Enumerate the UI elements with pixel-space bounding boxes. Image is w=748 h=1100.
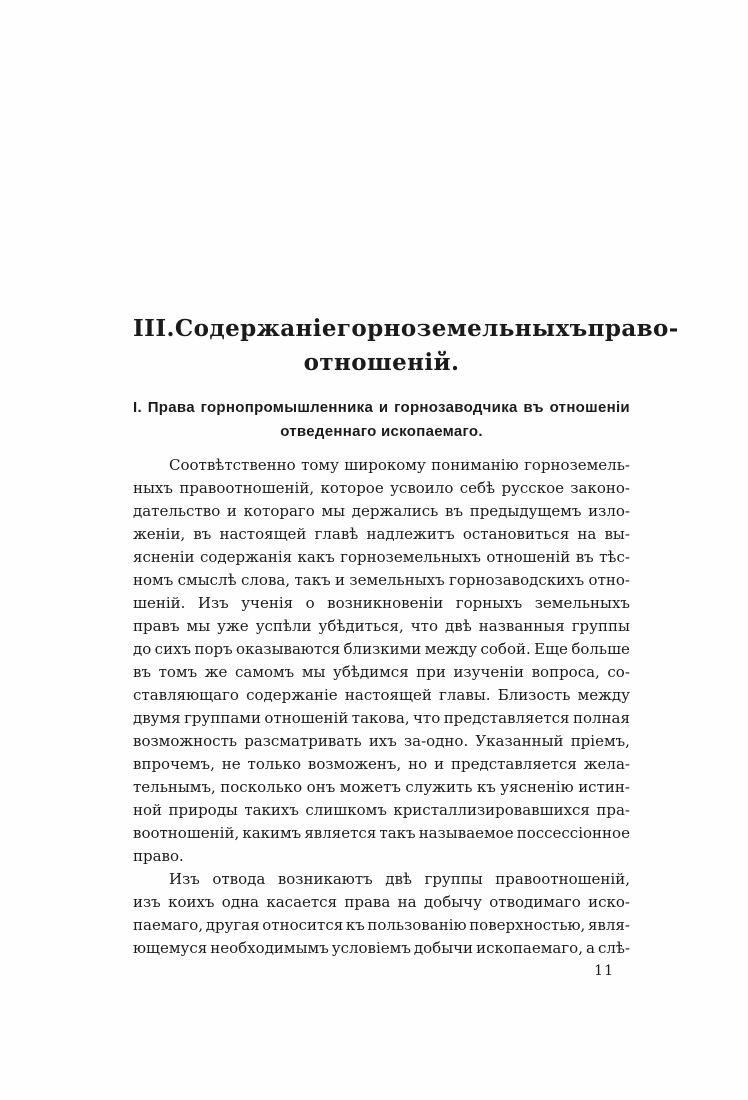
text-line: двумя группами отношеній такова, что представляется полная [133,709,630,727]
text-line: ющемуся необходимымъ условіемъ добычи ископаемаго, а слѣ- [133,939,630,957]
text-line: право. [133,847,184,865]
text-line: женіи, въ настоящей главѣ надлежитъ остановиться на вы- [133,525,630,543]
text-line: ясненіи содержанія какъ горноземельныхъ отношеній въ тѣс- [133,548,630,566]
text-line: ной природы такихъ слишкомъ кристаллизировавшихся пра- [133,801,630,819]
text-line: ставляющаго содержаніе настоящей главы. Близость между [133,686,630,704]
text-line: шеній. Изъ ученія о возникновеніи горныхъ земельныхъ [133,594,630,612]
text-line: дательство и котораго мы держались въ предыдущемъ изло- [133,502,630,520]
text-line: впрочемъ, не только возможенъ, но и представляется жела- [133,755,630,773]
text-line: правъ мы уже успѣли убѣдиться, что двѣ названныя группы [133,617,630,635]
chapter-heading-line2: отношеній. [303,349,460,376]
page-content [133,312,679,979]
text-line: ныхъ правоотношеній, которое усвоило себѣ русское законо- [133,479,630,497]
text-line: паемаго, другая относится къ пользованію поверхностью, явля- [133,916,630,934]
text-line: воотношеній, какимъ является такъ называемое поссессіонное [133,824,630,842]
body-text [133,454,630,960]
chapter-heading [133,312,679,380]
section-heading-line2: отведеннаго ископаемаго. [280,423,483,440]
text-line: Соотвѣтственно тому широкому пониманію горноземель- [169,456,630,474]
text-line: Изъ отвода возникаютъ двѣ группы правоотношеній, [169,870,630,888]
page-number: 11 [594,963,614,979]
section-heading-line1: I. Права горнопромышленника и горнозаводчика въ отношеніи [133,399,630,416]
text-line: въ томъ же самомъ мы убѣдимся при изученіи вопроса, со- [133,663,630,681]
text-line: тельнымъ, посколько онъ можетъ служить къ уясненію истин- [133,778,630,796]
text-line: изъ коихъ одна касается права на добычу отводимаго иско- [133,893,630,911]
section-heading [133,396,630,444]
text-line: номъ смыслѣ слова, такъ и земельныхъ горнозаводскихъ отно- [133,571,630,589]
text-line: до сихъ поръ оказываются близкими между собой. Еще больше [133,640,630,658]
chapter-heading-line1: III. Содержаніе горноземельныхъ право- [133,315,679,342]
text-line: возможность разсматривать ихъ за-одно. Указанный пріемъ, [133,732,630,750]
